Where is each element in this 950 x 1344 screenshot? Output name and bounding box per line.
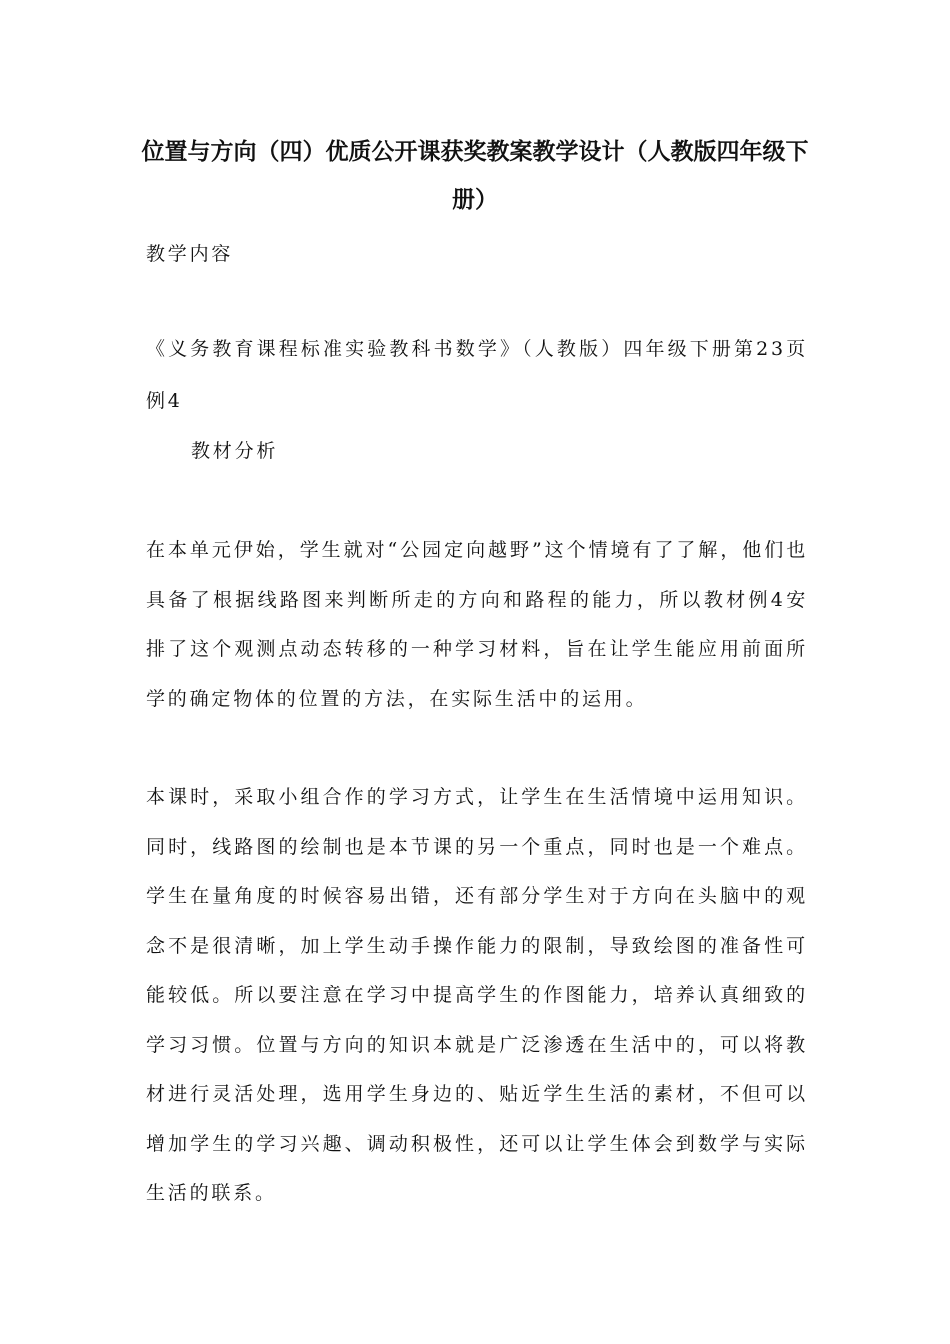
teaching-content-text: 《义务教育课程标准实验教科书数学》（人教版）四年级下册第23页例4 [146, 338, 808, 412]
document-title: 位置与方向（四）优质公开课获奖教案教学设计（人教版四年级下册） [141, 139, 809, 213]
analysis-paragraph-2: 本课时，采取小组合作的学习方式，让学生在生活情境中运用知识。同时，线路图的绘制也是本节课的另一个重点，同时也是一个难点。学生在量角度的时候容易出错，还有部分学生对于方向在头脑中的观念不是很清晰，加上学生动手操作能力的限制，导致绘图的准备性可能较低。所以要注意在学习中提高学生的作图能力，培养认真细致的学习习惯。位置与方向的知识本就是广泛渗透在生活中的，可以将教材进行灵活处理，选用学生身边的、贴近学生生活的素材，不但可以增加学生的学习兴趣、调动积极性，还可以让学生体会到数学与实际生活的联系。 [146, 786, 808, 1204]
section-heading-teaching-content: 教学内容 [146, 243, 234, 265]
analysis-paragraph-1: 在本单元伊始，学生就对“公园定向越野”这个情境有了了解，他们也具备了根据线路图来判断所走的方向和路程的能力，所以教材例4安排了这个观测点动态转移的一种学习材料，旨在让学生能应用前面所学的确定物体的位置的方法，在实际生活中的运用。 [146, 539, 808, 710]
section-heading-material-analysis: 教材分析 [191, 440, 279, 462]
